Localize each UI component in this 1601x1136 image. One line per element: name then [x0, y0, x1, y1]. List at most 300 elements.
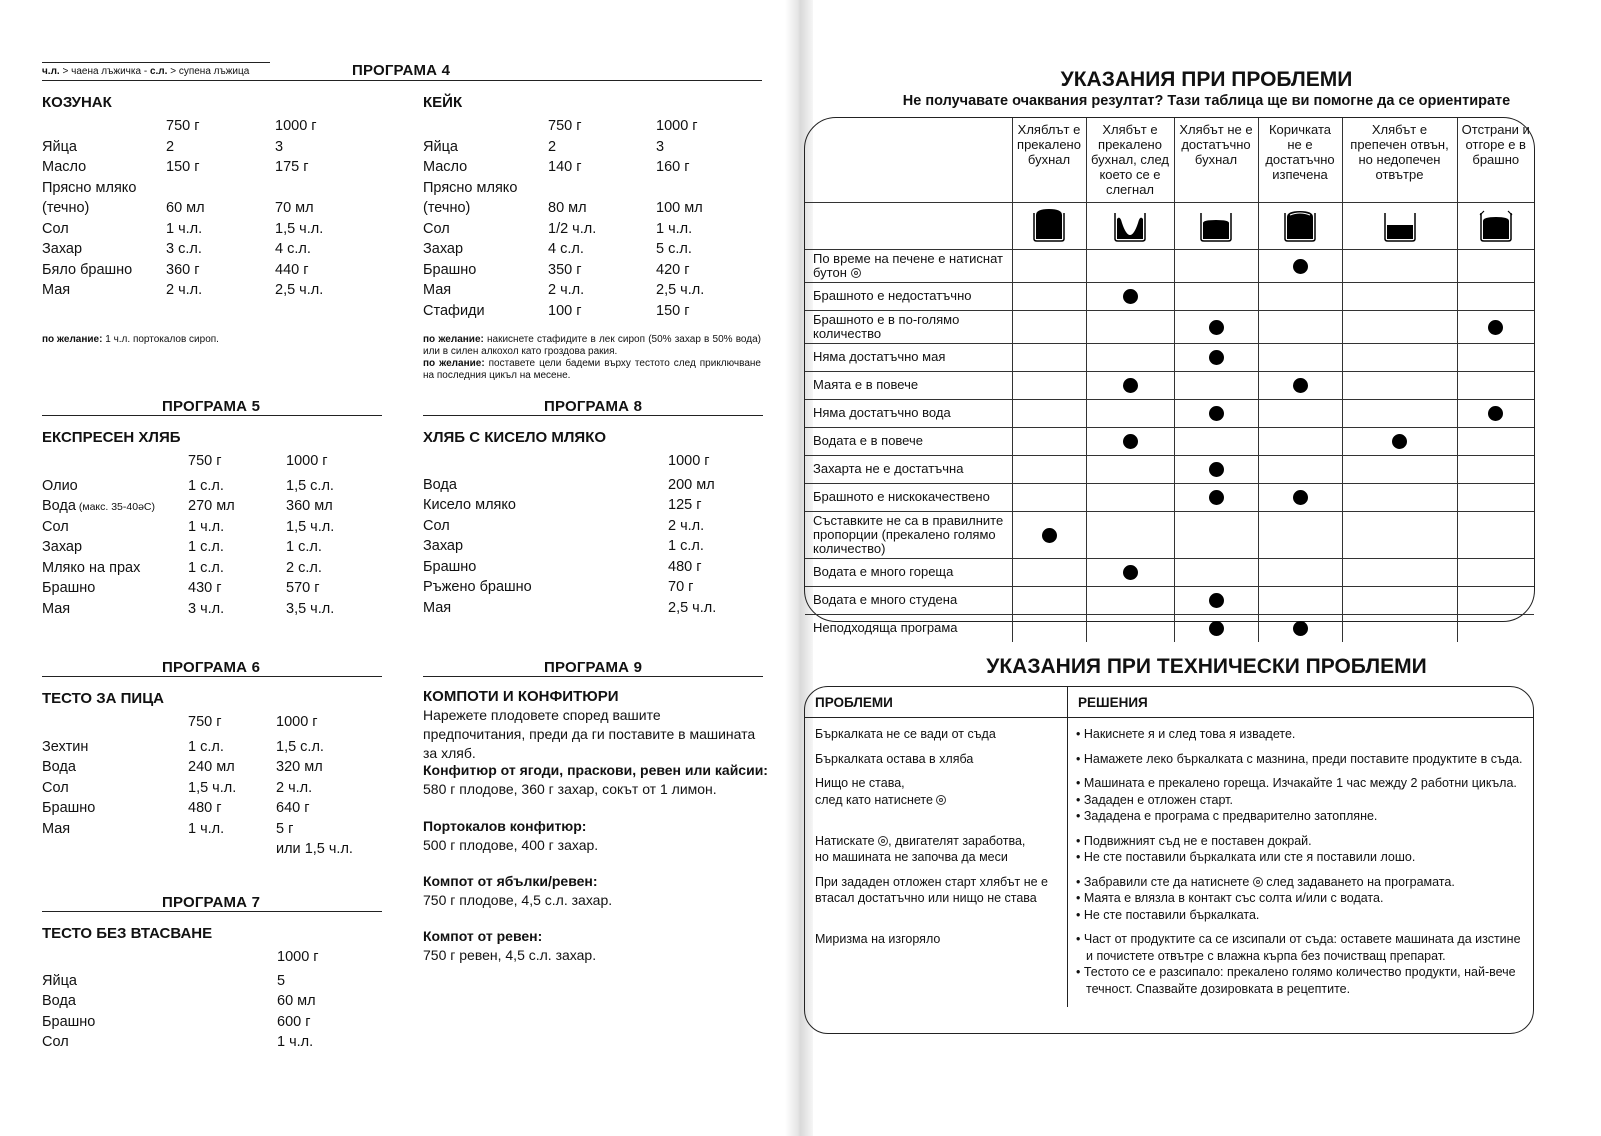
jam-item-orange: [423, 817, 768, 855]
problem-cell: [1012, 614, 1086, 642]
problem-cell: [1086, 614, 1174, 642]
problem-cell: [1342, 249, 1457, 282]
problem-row-label: [805, 586, 1012, 614]
kozunak-ingredients: [42, 118, 323, 303]
ingredient-row: [42, 262, 323, 283]
problem-row-label: [805, 343, 1012, 371]
problem-cell: [1342, 455, 1457, 483]
problem-row: [805, 249, 1534, 282]
problem-cell: [1342, 511, 1457, 558]
tech-problem-text: Миризма на изгоряло: [815, 932, 941, 946]
tech-problems-title: УКАЗАНИЯ ПРИ ТЕХНИЧЕСКИ ПРОБЛЕМИ: [986, 655, 1427, 678]
program-9-rule: [423, 676, 763, 677]
problem-cause-text: Брашното е нискокачествено: [813, 489, 990, 504]
problem-cell: [1174, 249, 1258, 282]
ingredient-name: Стафиди: [423, 302, 485, 319]
ingredient-row: [42, 180, 323, 201]
problem-row-label: [805, 371, 1012, 399]
problem-cell: [1342, 586, 1457, 614]
ingredient-label: Вода: [42, 498, 76, 514]
jam-item-apple: [423, 872, 768, 910]
problem-row: [805, 371, 1534, 399]
problem-cell: [1457, 586, 1534, 614]
problem-cell: [1342, 614, 1457, 642]
ingredient-row: [42, 282, 323, 303]
note-label: по желание:: [42, 334, 103, 345]
tech-problem-text: Натискате: [815, 833, 875, 848]
ingredient-amount: 2: [166, 138, 175, 155]
problem-cell: [1457, 558, 1534, 586]
problem-icon-cell: [1457, 202, 1534, 249]
ingredient-amount: 60 мл: [277, 993, 316, 1009]
ingredient-row: [423, 538, 716, 559]
problem-icon-cell: [1342, 202, 1457, 249]
problem-cell: [1258, 343, 1342, 371]
problem-icon-cell: [1258, 202, 1342, 249]
ingredient-amount: 175 г: [275, 159, 309, 175]
ingredient-amount: 80 мл: [548, 200, 587, 216]
ingredient-name: Ръжено брашно: [423, 579, 532, 595]
problem-cell: [1174, 586, 1258, 614]
ingredient-amount: 420 г: [656, 261, 690, 278]
ingredient-amount: 2 ч.л.: [276, 779, 313, 796]
tech-solution: • Зададена е програма с предварително затопляне.: [1076, 809, 1378, 823]
yogurt-bread-ingredients: [423, 453, 716, 620]
recipes-page: [0, 0, 790, 1136]
problem-cell: [1012, 310, 1086, 343]
problem-icon-cell: [1086, 202, 1174, 249]
problems-table-frame: [804, 117, 1535, 635]
water-temp-note: (макс. 35-40əC): [75, 501, 155, 513]
ingredient-name: Мляко на прах: [42, 559, 141, 576]
problem-cell: [1012, 558, 1086, 586]
problem-cell: [1457, 614, 1534, 642]
ingredient-row: [423, 477, 716, 498]
problem-row-label: [805, 511, 1012, 558]
ingredient-amount: 430 г: [188, 580, 222, 596]
ingredient-amount: 240 мл: [188, 759, 235, 775]
indicator-dot-icon: [1209, 593, 1224, 608]
program-6-rule: [42, 676, 382, 677]
ingredient-name: Яйца: [423, 138, 458, 155]
problem-column-header: Отстрани и отгоре е в брашно: [1457, 118, 1534, 202]
ingredient-amount: [275, 180, 323, 201]
problem-cell: [1258, 558, 1342, 586]
abbreviation-legend: [42, 66, 249, 77]
legend-rule: [42, 62, 270, 63]
problem-cell: [1012, 586, 1086, 614]
program-7-rule: [42, 911, 382, 912]
ingredient-row: [423, 559, 716, 580]
problem-cell: [1174, 343, 1258, 371]
start-stop-button-icon: [851, 268, 861, 278]
problem-cell: [1457, 343, 1534, 371]
ingredient-name: Кисело мляко: [423, 497, 516, 513]
size-header: 750 г: [188, 453, 222, 469]
problem-cell: [1258, 399, 1342, 427]
problem-column-header: Хлябът е препечен отвън, но недопечен отвътре: [1342, 118, 1457, 202]
ingredient-row: [423, 180, 704, 201]
ingredient-amount: 360 г: [166, 261, 200, 278]
tech-solution-text: Маята е влязла в контакт със солта и/или с водата.: [1083, 891, 1384, 905]
indicator-dot-icon: [1488, 406, 1503, 421]
ingredient-amount: [548, 180, 656, 201]
ingredient-row: [42, 560, 334, 581]
problem-cell: [1012, 483, 1086, 511]
ingredient-row: [42, 519, 334, 540]
ingredient-name: Зехтин: [42, 738, 89, 755]
tech-solution: • Тестото се е разсипало: прекалено голямо количество продукти, най-вече течност. Спазвайте дозировката в рецептите.: [1076, 965, 1516, 996]
ingredient-name: Мая: [42, 282, 71, 298]
problems-corner-cell: [805, 202, 1012, 249]
tech-solution-cell: [1068, 825, 1534, 866]
ingredient-name: Брашно: [42, 1013, 96, 1030]
problem-row: [805, 558, 1534, 586]
ingredient-amount: 1,5 ч.л.: [188, 779, 237, 796]
note-label: по желание:: [423, 358, 485, 369]
ingredient-row: [423, 518, 716, 539]
ingredient-amount: 1/2 ч.л.: [548, 220, 597, 237]
ingredient-name: Прясно мляко: [42, 179, 137, 196]
ingredient-row: [42, 739, 353, 760]
problem-cell: [1258, 249, 1342, 282]
ingredient-row: [42, 241, 323, 262]
ingredient-row: [42, 601, 334, 622]
problem-row: [805, 310, 1534, 343]
tech-problem-cell: [805, 923, 1068, 1007]
problem-cell: [1457, 282, 1534, 310]
ingredient-row: [42, 478, 334, 499]
ingredient-amount: 1,5 ч.л.: [286, 518, 335, 535]
ingredient-amount: 150 г: [656, 302, 690, 319]
ingredient-amount: 200 мл: [668, 476, 715, 493]
problem-row-label: [805, 614, 1012, 642]
ingredient-row: [42, 821, 353, 842]
tech-problem-row: [805, 767, 1533, 825]
ingredient-row: [423, 159, 704, 180]
problem-cell: [1342, 282, 1457, 310]
problem-column-header: Коричката не е достатъчно изпечена: [1258, 118, 1342, 202]
problem-cell: [1342, 371, 1457, 399]
program-8-rule: [423, 415, 763, 416]
problem-cell: [1086, 399, 1174, 427]
problem-cell: [1258, 371, 1342, 399]
express-bread-ingredients: [42, 453, 334, 621]
ingredient-name: Захар: [42, 539, 83, 555]
problem-cell: [1457, 511, 1534, 558]
tech-problem-row: [805, 825, 1533, 866]
ingredient-name: Масло: [42, 159, 87, 175]
ingredient-row: [42, 993, 319, 1014]
problem-row: [805, 614, 1534, 642]
problem-cell: [1457, 249, 1534, 282]
tech-solution-cell: [1068, 923, 1534, 1007]
tech-problem-row: [805, 866, 1533, 924]
ingredient-row: [423, 221, 704, 242]
problem-cell: [1342, 310, 1457, 343]
ingredient-name: Сол: [423, 220, 450, 237]
ingredient-row: [42, 841, 353, 862]
ingredient-amount: 2,5 ч.л.: [275, 282, 324, 298]
program-5-rule: [42, 415, 382, 416]
tech-solution-cell: [1068, 767, 1534, 825]
ingredient-amount: 5 г: [276, 820, 294, 837]
tech-solution: • Намажете леко бъркалката с мазнина, преди поставите продуктите в съда.: [1076, 751, 1523, 766]
problem-cell: [1086, 282, 1174, 310]
ingredient-name: Мая: [423, 599, 452, 616]
tech-solution-cell: [1068, 866, 1534, 924]
problem-icon-cell: [1012, 202, 1086, 249]
tech-problem-row: [805, 923, 1533, 1007]
ingredient-row: [42, 580, 334, 601]
problem-row: [805, 455, 1534, 483]
tech-problem-text: след като натиснете: [815, 792, 933, 807]
problems-table: [805, 118, 1534, 642]
problem-cell: [1086, 249, 1174, 282]
keik-ingredients: [423, 118, 704, 323]
ingredient-amount: 2 ч.л.: [548, 282, 585, 298]
problem-cause-text: Захарта не е достатъчна: [813, 461, 964, 476]
program-6-title: ПРОГРАМА 6: [162, 659, 261, 676]
ingredient-row: [42, 1034, 319, 1055]
problem-cell: [1174, 399, 1258, 427]
ingredient-amount: 320 мл: [276, 759, 323, 775]
troubleshooting-page: [812, 0, 1601, 1136]
ingredient-name: Вода: [42, 993, 76, 1009]
ingredient-amount: 4 с.л.: [275, 241, 311, 257]
problem-cell: [1457, 399, 1534, 427]
problem-cell: [1174, 371, 1258, 399]
loaf-pale-crust-icon: [1280, 231, 1320, 246]
ingredient-amount: 100 мл: [656, 200, 703, 216]
problem-row-label: [805, 483, 1012, 511]
program-8-title: ПРОГРАМА 8: [544, 398, 643, 415]
problem-cell: [1457, 455, 1534, 483]
problem-column-header: Хляблът е прекалено бухнал: [1012, 118, 1086, 202]
ingredient-amount: 360 мл: [286, 498, 333, 514]
ingredient-name: Прясно мляко: [423, 179, 518, 196]
size-header: 750 г: [166, 118, 200, 134]
ingredient-row: [423, 139, 704, 160]
problem-cause-text: Брашното е в по-голямо количество: [813, 311, 960, 341]
problem-row-label: [805, 427, 1012, 455]
problem-icon-cell: [1174, 202, 1258, 249]
size-header: 750 г: [188, 714, 222, 730]
tech-solution-text: Намажете леко бъркалката с мазнина, преди поставите продуктите в съда.: [1083, 751, 1523, 766]
ingredient-name: Мая: [42, 820, 71, 837]
ingredient-name: Захар: [42, 241, 83, 257]
problem-cell: [1086, 511, 1174, 558]
tech-problem-text: , двигателят заработва,: [888, 833, 1026, 848]
ingredient-row: [423, 579, 716, 600]
ingredient-amount: 1,5 с.л.: [286, 477, 334, 494]
jam-item-head: Конфитюр от ягоди, праскови, ревен или кайсии:: [423, 762, 768, 778]
problem-cell: [1258, 282, 1342, 310]
ingredient-row: [42, 539, 334, 560]
problem-cell: [1457, 310, 1534, 343]
ingredient-name: Брашно: [423, 261, 477, 278]
ingredient-amount: 440 г: [275, 261, 309, 278]
indicator-dot-icon: [1123, 378, 1138, 393]
ingredient-name: Яйца: [42, 972, 77, 989]
indicator-dot-icon: [1209, 621, 1224, 636]
ingredient-amount: 1 ч.л.: [188, 518, 225, 535]
size-header: 1000 г: [276, 714, 318, 730]
tech-solution-cell: [1068, 718, 1534, 743]
tech-problems-table: [805, 687, 1533, 1007]
ingredient-amount: 1 ч.л.: [277, 1034, 314, 1050]
ingredient-name: Брашно: [42, 580, 96, 596]
ingredient-amount: 1 ч.л.: [166, 220, 203, 237]
ingredient-amount: [656, 180, 704, 201]
size-header: 1000 г: [668, 453, 710, 469]
ingredient-amount: 5 с.л.: [656, 241, 692, 257]
problem-cell: [1012, 427, 1086, 455]
keik-title: КЕЙК: [423, 94, 463, 111]
kozunak-note: [42, 334, 362, 346]
problem-row: [805, 586, 1534, 614]
tech-solution-text: Не сте поставили бъркалката или сте я поставили лошо.: [1083, 850, 1416, 864]
ingredient-row: [42, 1014, 319, 1035]
tech-solution-text: Забравили сте да натиснете: [1083, 874, 1250, 889]
ingredient-name: Вода: [423, 476, 457, 493]
problem-cell: [1086, 586, 1174, 614]
tech-solution: • Забравили сте да натиснете след задаването на програмата.: [1076, 874, 1455, 889]
problem-cell: [1012, 455, 1086, 483]
ingredient-row: [423, 200, 704, 221]
no-rise-dough-ingredients: [42, 949, 319, 1055]
indicator-dot-icon: [1488, 320, 1503, 335]
ingredient-name: Сол: [42, 779, 69, 796]
ingredient-name: Мая: [42, 600, 71, 617]
tech-solution-text: Машината е прекалено гореща. Изчакайте 1 час между 2 работни цикъла.: [1083, 776, 1517, 790]
problem-cell: [1457, 427, 1534, 455]
ingredient-amount: 140 г: [548, 159, 582, 175]
ingredient-name: Олио: [42, 477, 78, 494]
problem-cell: [1342, 399, 1457, 427]
tech-problem-text: Бъркалката не се вади от съда: [815, 727, 996, 741]
pizza-dough-title: ТЕСТО ЗА ПИЦА: [42, 690, 164, 707]
problem-row: [805, 399, 1534, 427]
ingredient-name: [42, 841, 188, 862]
problem-cause-text: По време на печене е натиснат бутон: [813, 250, 1003, 280]
ingredient-amount: 2 ч.л.: [668, 517, 705, 534]
problem-cell: [1012, 371, 1086, 399]
ingredient-name: Бяло брашно: [42, 261, 133, 278]
problem-cell: [1012, 282, 1086, 310]
problem-cause-text: Няма достатъчно вода: [813, 405, 951, 420]
legend-tsp-text: > чаена лъжичка -: [59, 66, 150, 77]
problem-row: [805, 427, 1534, 455]
problem-row-label: [805, 282, 1012, 310]
tech-solution: • Зададен е отложен старт.: [1076, 792, 1233, 807]
problem-cell: [1174, 282, 1258, 310]
ingredient-amount: 70 мл: [275, 200, 314, 216]
tech-problem-row: [805, 743, 1533, 768]
ingredient-row: [423, 600, 716, 621]
problem-cause-text: Водата е много гореща: [813, 564, 954, 579]
problem-cell: [1086, 427, 1174, 455]
ingredient-amount: 2,5 ч.л.: [668, 599, 717, 616]
program-4-rule: [42, 80, 762, 81]
ingredient-name: Сол: [42, 518, 69, 535]
ingredient-amount: 1 ч.л.: [656, 220, 693, 237]
ingredient-amount: [188, 841, 276, 862]
problem-cause-text: Съставките не са в правилните пропорции (прекалено голямо количество): [813, 512, 1004, 556]
problem-cell: [1174, 427, 1258, 455]
ingredient-amount: 570 г: [286, 580, 320, 596]
ingredient-amount: 4 с.л.: [548, 241, 584, 257]
jam-item-rhubarb: [423, 927, 768, 965]
program-5-title: ПРОГРАМА 5: [162, 398, 261, 415]
problem-cell: [1174, 558, 1258, 586]
loaf-floury-icon: [1476, 231, 1516, 246]
problem-cell: [1174, 310, 1258, 343]
tech-solution: • Част от продуктите са се изсипали от съда: оставете машината да изстине и почистете отвътре с влажна кърпа без почистващ препарат.: [1076, 932, 1521, 963]
size-header: 750 г: [548, 118, 582, 134]
ingredient-amount: или 1,5 ч.л.: [276, 841, 353, 857]
indicator-dot-icon: [1293, 621, 1308, 636]
ingredient-amount: 600 г: [277, 1013, 311, 1030]
ingredient-amount: [166, 180, 275, 201]
loaf-short-icon: [1196, 231, 1236, 246]
legend-tsp-abbr: ч.л.: [42, 66, 60, 77]
problem-cell: [1258, 614, 1342, 642]
ingredient-row: [42, 800, 353, 821]
problems-corner-cell: [805, 118, 1012, 202]
problem-cell: [1086, 310, 1174, 343]
ingredient-row: [423, 303, 704, 324]
problem-cell: [1012, 511, 1086, 558]
problem-cause-text: Неподходяща програма: [813, 620, 958, 635]
ingredient-amount: 3: [275, 138, 284, 155]
legend-tbsp-text: > супена лъжица: [167, 66, 250, 77]
problem-row-label: [805, 399, 1012, 427]
ingredient-amount: 350 г: [548, 261, 582, 278]
jam-item-body: 580 г плодове, 360 г захар, сокът от 1 лимон.: [423, 781, 717, 797]
ingredient-row: [42, 973, 319, 994]
problem-cell: [1342, 483, 1457, 511]
problem-cause-text: Маята е в повече: [813, 377, 919, 392]
problem-cell: [1086, 343, 1174, 371]
indicator-dot-icon: [1209, 490, 1224, 505]
ingredient-amount: 1 с.л.: [188, 738, 224, 755]
indicator-dot-icon: [1209, 462, 1224, 477]
jams-intro: Нарежете плодовете според вашите предпочитания, преди да ги поставите в машината за хляб.: [423, 707, 756, 761]
ingredient-amount: 3 ч.л.: [188, 600, 225, 617]
tech-table-frame: [804, 686, 1534, 1034]
ingredient-amount: 3 с.л.: [166, 241, 202, 257]
problem-row-label: [805, 249, 1012, 282]
problem-cause-text: Брашното е недостатъчно: [813, 288, 972, 303]
tech-problem-text: Бъркалката остава в хляба: [815, 751, 974, 766]
ingredient-name: Захар: [423, 538, 464, 554]
keik-note: [423, 334, 761, 382]
express-bread-title: ЕКСПРЕСЕН ХЛЯБ: [42, 429, 181, 446]
indicator-dot-icon: [1209, 320, 1224, 335]
problem-row: [805, 511, 1534, 558]
jam-item-head: Компот от ревен:: [423, 928, 543, 944]
tech-solution-text: след задаването на програмата.: [1262, 874, 1455, 889]
ingredient-amount: 1 ч.л.: [188, 820, 225, 837]
ingredient-name: Масло: [423, 159, 468, 175]
ingredient-name: Сол: [423, 517, 450, 534]
jam-item-head: Компот от ябълки/ревен:: [423, 873, 598, 889]
problem-cell: [1012, 399, 1086, 427]
problem-row: [805, 282, 1534, 310]
problem-cell: [1086, 455, 1174, 483]
size-header: 1000 г: [656, 118, 698, 134]
